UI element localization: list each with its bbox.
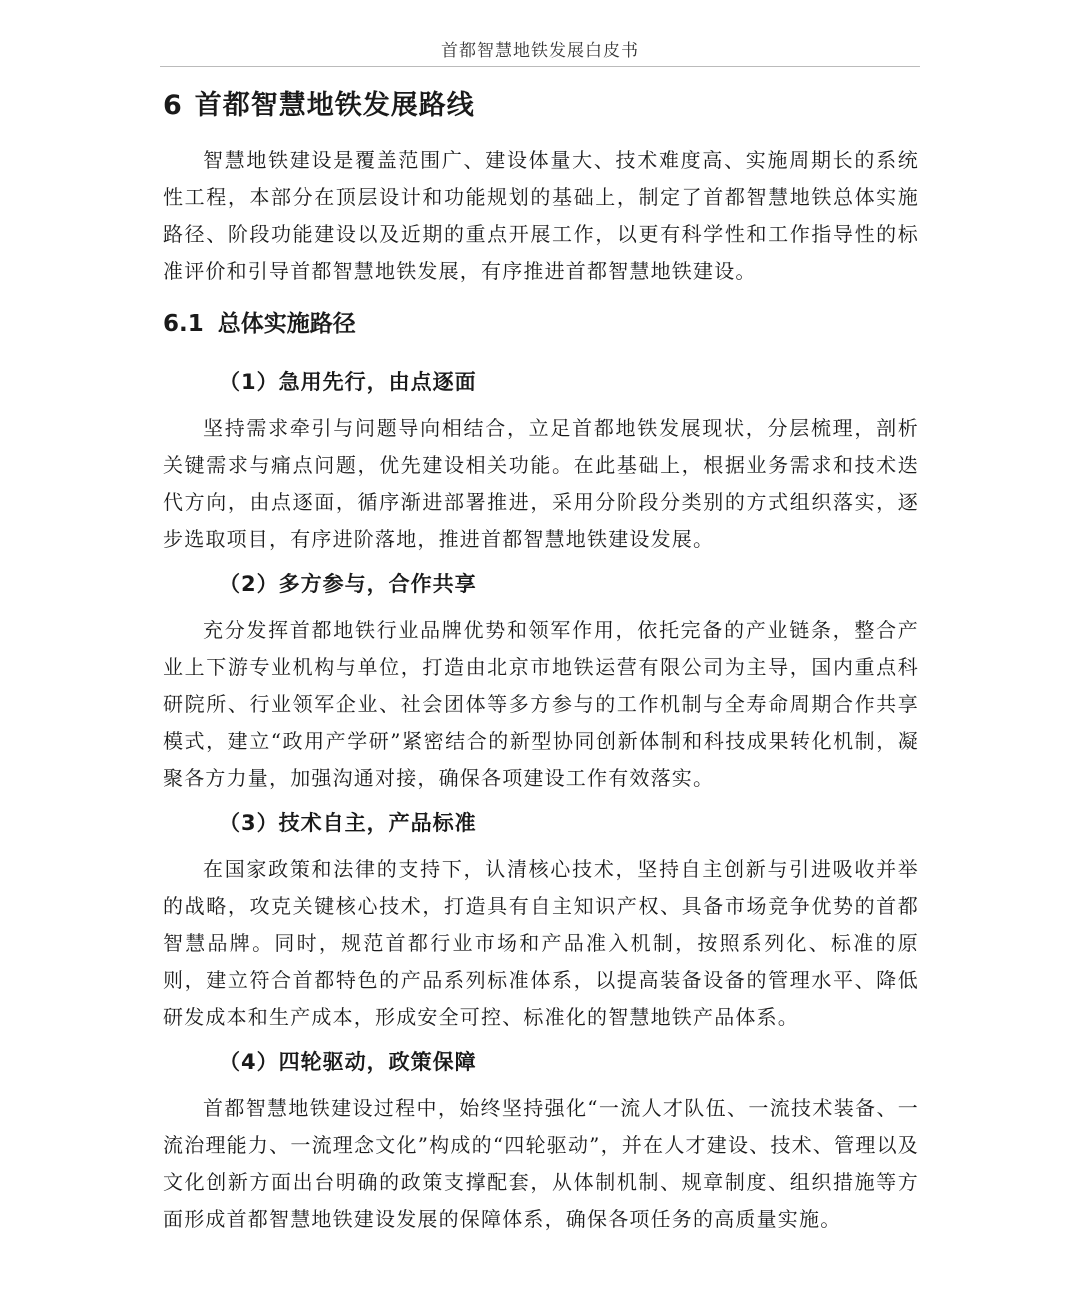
running-header: 首都智慧地铁发展白皮书 <box>441 41 639 61</box>
chapter-intro-paragraph: 智慧地铁建设是覆盖范围广、建设体量大、技术难度高、实施周期长的系统性工程，本部分在顶层设计和功能规划的基础上，制定了首都智慧地铁总体实施路径、阶段功能建设以及近期的重点开展工作，以更有科学性和工作指导性的标准评价和引导首都智慧地铁发展，有序推进首都智慧地铁建设。 <box>163 148 919 283</box>
chapter-number: 6 <box>163 90 183 121</box>
item-paragraph-4: 首都智慧地铁建设过程中，始终坚持强化“一流人才队伍、一流技术装备、一流治理能力、一流理念文化”构成的“四轮驱动”，并在人才建设、技术、管理以及文化创新方面出台明确的政策支撑配套，从体制机制、规章制度、组织措施等方面形成首都智慧地铁建设发展的保障体系，确保各项任务的高质量实施。 <box>163 1096 919 1231</box>
section-title: 总体实施路径 <box>217 311 356 337</box>
item-heading-1: （1）急用先行，由点逐面 <box>219 370 477 394</box>
item-paragraph-1: 坚持需求牵引与问题导向相结合，立足首都地铁发展现状，分层梳理，剖析关键需求与痛点问题，优先建设相关功能。在此基础上，根据业务需求和技术迭代方向，由点逐面，循序渐进部署推进，采用分阶段分类别的方式组织落实，逐步选取项目，有序进阶落地，推进首都智慧地铁建设发展。 <box>163 416 919 551</box>
chapter-heading <box>163 86 919 126</box>
header-divider <box>160 66 920 67</box>
item-heading-3: （3）技术自主，产品标准 <box>219 811 477 835</box>
section-number: 6.1 <box>163 311 204 337</box>
item-paragraph-3: 在国家政策和法律的支持下，认清核心技术，坚持自主创新与引进吸收并举的战略，攻克关键核心技术，打造具有自主知识产权、具备市场竞争优势的首都智慧品牌。同时，规范首都行业市场和产品准入机制，按照系列化、标准的原则，建立符合首都特色的产品系列标准体系，以提高装备设备的管理水平、降低研发成本和生产成本，形成安全可控、标准化的智慧地铁产品体系。 <box>163 857 919 1029</box>
section-heading <box>163 304 919 344</box>
item-paragraph-2: 充分发挥首都地铁行业品牌优势和领军作用，依托完备的产业链条，整合产业上下游专业机构与单位，打造由北京市地铁运营有限公司为主导，国内重点科研院所、行业领军企业、社会团体等多方参与的工作机制与全寿命周期合作共享模式，建立“政用产学研”紧密结合的新型协同创新体制和科技成果转化机制，凝聚各方力量，加强沟通对接，确保各项建设工作有效落实。 <box>163 618 919 790</box>
chapter-title: 首都智慧地铁发展路线 <box>194 90 475 121</box>
item-heading-4: （4）四轮驱动，政策保障 <box>219 1050 477 1074</box>
page-content <box>163 86 919 1238</box>
item-heading-2: （2）多方参与，合作共享 <box>219 572 477 596</box>
